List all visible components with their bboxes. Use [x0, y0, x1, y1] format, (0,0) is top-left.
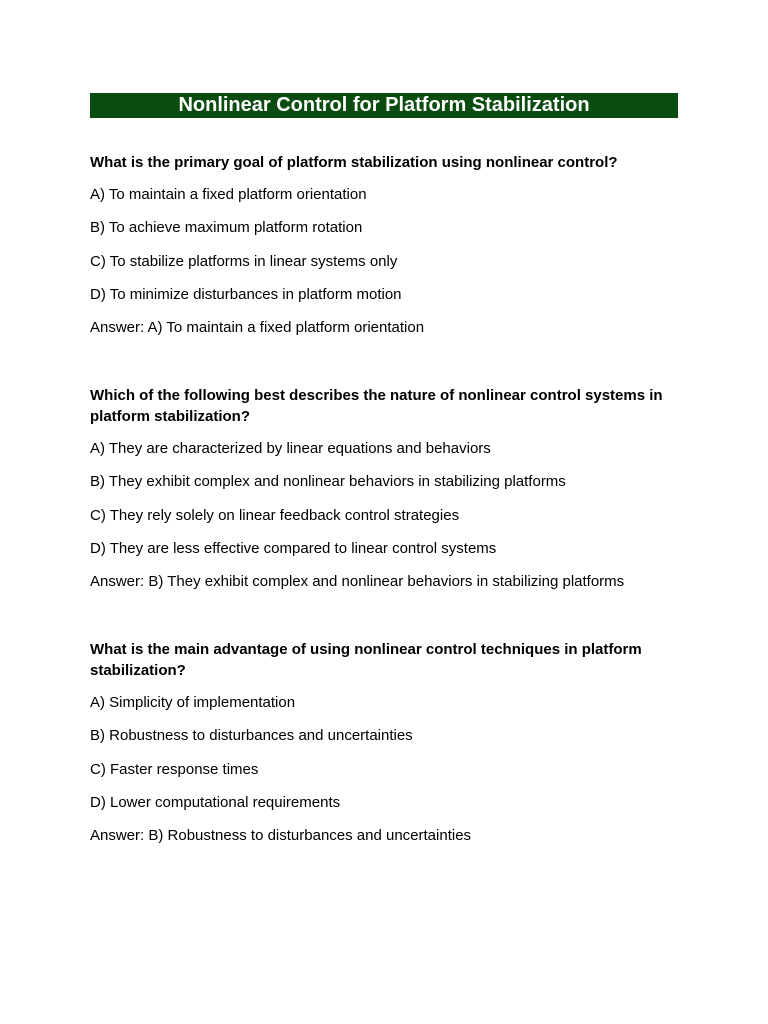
option-b: B) They exhibit complex and nonlinear behaviors in stabilizing platforms: [90, 473, 566, 490]
option-a: A) They are characterized by linear equations and behaviors: [90, 440, 491, 457]
question-block-2: [90, 385, 678, 592]
option-d: D) They are less effective compared to linear control systems: [90, 540, 497, 557]
option-c: C) They rely solely on linear feedback control strategies: [90, 507, 460, 524]
option-c: C) Faster response times: [90, 761, 259, 778]
option-b: B) Robustness to disturbances and uncertainties: [90, 727, 413, 744]
option-a: A) Simplicity of implementation: [90, 694, 296, 711]
option-d: D) Lower computational requirements: [90, 794, 341, 811]
answer-text: Answer: B) They exhibit complex and nonlinear behaviors in stabilizing platforms: [90, 573, 625, 590]
document-title: Nonlinear Control for Platform Stabilization: [90, 93, 678, 118]
answer-text: Answer: A) To maintain a fixed platform orientation: [90, 319, 425, 336]
option-d: D) To minimize disturbances in platform motion: [90, 286, 402, 303]
question-text: What is the main advantage of using nonlinear control techniques in platform stabilization?: [90, 641, 642, 679]
option-b: B) To achieve maximum platform rotation: [90, 219, 363, 236]
question-text: Which of the following best describes the nature of nonlinear control systems in platform stabilization?: [90, 387, 663, 425]
option-a: A) To maintain a fixed platform orientation: [90, 186, 367, 203]
option-c: C) To stabilize platforms in linear systems only: [90, 253, 398, 270]
question-block-3: [90, 639, 678, 846]
question-block-1: [90, 152, 678, 338]
answer-text: Answer: B) Robustness to disturbances and uncertainties: [90, 827, 472, 844]
question-text: What is the primary goal of platform stabilization using nonlinear control?: [90, 154, 618, 171]
document-page: [90, 93, 678, 846]
